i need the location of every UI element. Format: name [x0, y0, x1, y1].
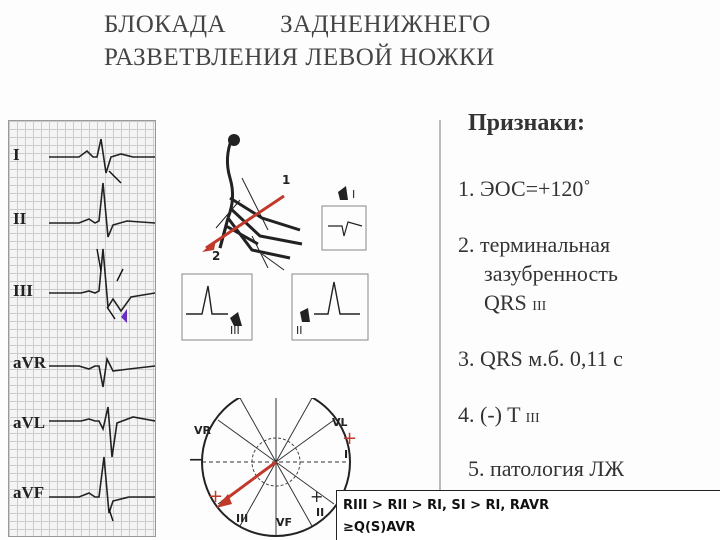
diagram-lead-i: I — [352, 188, 356, 201]
feature-4-text: 4. (-) T — [458, 402, 521, 427]
lead-label-ii: II — [13, 209, 27, 228]
lead-label-avl: aVL — [13, 413, 46, 432]
conduction-diagram — [172, 118, 430, 388]
diagram-lead-iii: III — [230, 324, 240, 337]
feature-2-line-3 — [484, 288, 546, 321]
ecg-traces — [9, 121, 155, 536]
feature-2-lead: III — [532, 299, 547, 314]
lead-label-iii: III — [13, 281, 33, 300]
diagram-label-1: 1 — [282, 173, 291, 187]
criteria-box — [336, 490, 720, 540]
hexaxial-label-ii: II — [316, 506, 325, 519]
feature-4 — [458, 400, 540, 433]
feature-5: 5. патология ЛЖ — [468, 456, 625, 481]
hexaxial-plus-lower-left: + — [208, 486, 224, 507]
lead-label-avr: aVR — [13, 353, 47, 372]
title-line-1: БЛОКАДА ЗАДНЕНИЖНЕГО — [104, 11, 491, 38]
feature-2-line-2: зазубренность — [484, 261, 618, 286]
divider-line — [439, 120, 441, 490]
hexaxial-plus-right: + — [342, 428, 358, 449]
hexaxial-minus-left: − — [188, 447, 205, 471]
hexaxial-label-vl: VL — [332, 416, 348, 429]
criteria-line-1: RIII > RII > RI, SI > RI, RAVR — [343, 498, 550, 513]
diagram-label-2: 2 — [212, 249, 221, 263]
slide-title — [104, 8, 495, 74]
feature-1: 1. ЭОС=+120˚ — [458, 176, 591, 201]
hexaxial-label-vf: VF — [276, 516, 293, 529]
criteria-line-2: ≥Q(S)AVR — [343, 520, 416, 535]
feature-2-qrs: QRS — [484, 290, 527, 315]
signs-heading: Признаки: — [468, 110, 585, 136]
feature-3: 3. QRS м.б. 0,11 с — [458, 346, 623, 371]
ecg-strip — [8, 120, 156, 537]
hexaxial-label-i: I — [344, 448, 349, 461]
hexaxial-label-vr: VR — [194, 424, 211, 437]
electrical-axis-arrow — [222, 462, 276, 502]
hexaxial-plus-lower-right: + — [310, 487, 324, 506]
diagram-lead-ii: II — [296, 324, 303, 337]
hexaxial-label-iii: III — [236, 512, 249, 525]
lead-label-i: I — [13, 145, 20, 164]
feature-4-lead: III — [525, 411, 540, 426]
lead-label-avf: aVF — [13, 483, 45, 502]
feature-2-line-1: 2. терминальная — [458, 232, 611, 257]
title-line-2: РАЗВЕТВЛЕНИЯ ЛЕВОЙ НОЖКИ — [104, 44, 495, 71]
